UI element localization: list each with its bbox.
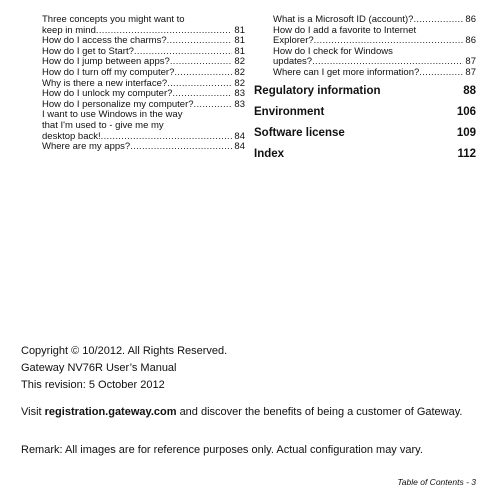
toc-entry[interactable] — [42, 15, 245, 36]
toc-entry-final-line — [273, 68, 476, 79]
toc-section-page: 109 — [456, 126, 476, 139]
toc-entry-title: How do I access the charms? — [42, 35, 167, 47]
toc-section-page: 112 — [457, 147, 476, 160]
copyright-block — [21, 343, 481, 394]
toc-entry-page: 81 — [234, 24, 245, 36]
remark-text: Remark: All images are for reference purposes only. Actual configuration may vary. — [21, 444, 423, 456]
toc-entry-page: 83 — [234, 88, 245, 100]
toc-entry-page: 81 — [234, 45, 245, 57]
toc-section[interactable] — [254, 85, 476, 98]
visit-paragraph — [21, 405, 476, 419]
toc-entry-title: How do I jump between apps? — [42, 56, 170, 68]
toc-entry-title: Explorer? — [273, 35, 314, 47]
toc-entry-title: How do I turn off my computer? — [42, 66, 175, 78]
toc-entry-title: How do I personalize my computer? — [42, 98, 194, 110]
toc-entry-final-line — [42, 142, 245, 153]
toc-entry[interactable] — [254, 68, 476, 79]
manual-title: Gateway NV76R User’s Manual — [21, 362, 177, 374]
toc-entry[interactable] — [42, 68, 245, 79]
toc-entry-final-line — [273, 15, 476, 26]
toc-right-column — [254, 15, 476, 161]
toc-entry-title: How do I get to Start? — [42, 45, 134, 57]
toc-entry-title: updates? — [273, 56, 313, 68]
toc-section[interactable] — [254, 148, 476, 161]
dot-leader — [170, 57, 233, 68]
toc-entry-title: Where are my apps? — [42, 141, 131, 153]
visit-suffix: and discover the benefits of being a customer of Gateway. — [179, 406, 463, 418]
dot-leader — [174, 68, 232, 79]
toc-entry-text-line: How do I add a favorite to Internet — [273, 24, 417, 36]
toc-entry-title: How do I unlock my computer? — [42, 88, 173, 100]
dot-leader — [413, 15, 463, 26]
toc-entry-page: 84 — [234, 130, 245, 142]
toc-entry-text-line: I want to use Windows in the way — [42, 109, 183, 121]
toc-entry-title: Where can I get more information? — [273, 66, 420, 78]
page-footer: Table of Contents - 3 — [397, 477, 476, 487]
toc-section-title: Software license — [254, 126, 345, 139]
toc-entry-page: 82 — [234, 56, 245, 68]
toc-entry-page: 82 — [234, 77, 245, 89]
toc-section-title: Environment — [254, 105, 325, 118]
toc-entry-text-line: that I'm used to - give me my — [42, 119, 164, 131]
toc-entry-page: 87 — [465, 66, 476, 78]
toc-section-title: Regulatory information — [254, 84, 381, 97]
toc-section-list — [254, 85, 476, 161]
toc-section-page: 88 — [463, 84, 476, 97]
toc-section-page: 106 — [456, 105, 476, 118]
toc-entry-text-line: Three concepts you might want to — [42, 14, 185, 25]
toc-entry[interactable] — [254, 15, 476, 26]
toc-left-column — [42, 15, 245, 153]
toc-section[interactable] — [254, 127, 476, 140]
toc-entry-page: 86 — [465, 14, 476, 25]
revision-text: This revision: 5 October 2012 — [21, 379, 165, 391]
dot-leader — [194, 100, 233, 111]
toc-entry[interactable] — [42, 110, 245, 142]
toc-entry-page: 86 — [465, 35, 476, 47]
toc-entry-page: 81 — [234, 35, 245, 47]
dot-leader — [167, 79, 232, 90]
toc-entry-text-line: How do I check for Windows — [273, 45, 393, 57]
toc-entry-title: Why is there a new interface? — [42, 77, 168, 89]
toc-entry-list-left — [42, 15, 245, 153]
dot-leader — [419, 68, 463, 79]
dot-leader — [130, 142, 232, 153]
toc-entry-list-right — [254, 15, 476, 79]
toc-entry[interactable] — [254, 47, 476, 68]
toc-entry-page: 87 — [465, 56, 476, 68]
registration-link[interactable]: registration.gateway.com — [44, 406, 177, 418]
toc-entry-page: 84 — [234, 141, 245, 153]
toc-entry[interactable] — [254, 26, 476, 47]
visit-prefix: Visit — [21, 406, 42, 418]
toc-section-title: Index — [254, 147, 285, 160]
toc-section[interactable] — [254, 106, 476, 119]
toc-entry-page: 83 — [234, 98, 245, 110]
toc-entry-page: 82 — [234, 66, 245, 78]
toc-entry-final-line — [42, 68, 245, 79]
toc-entry-title: What is a Microsoft ID (account)? — [273, 14, 414, 25]
dot-leader — [167, 36, 233, 47]
toc-entry-title: desktop back! — [42, 130, 101, 142]
toc-entry[interactable] — [42, 142, 245, 153]
copyright-text: Copyright © 10/2012. All Rights Reserved. — [21, 345, 228, 357]
toc-entry-title: keep in mind — [42, 24, 96, 36]
